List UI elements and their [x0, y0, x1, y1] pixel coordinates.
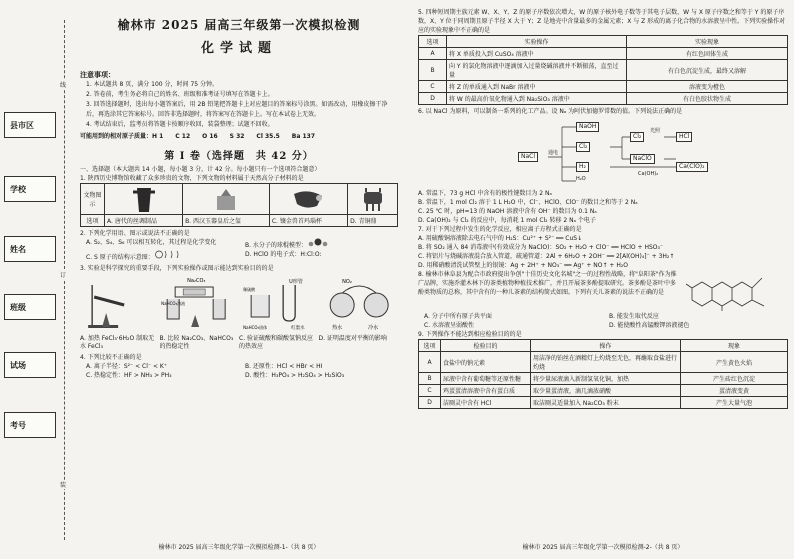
- q9-header: 现象: [681, 340, 788, 352]
- q9-cell: 产生黄色火焰: [681, 352, 788, 373]
- label-cold-water: 冷水: [367, 325, 378, 331]
- q9-cell: 取洁厕灵适量加入 Na₂CO₃ 粉末: [531, 397, 681, 409]
- q8-option-b[interactable]: B. 能发生取代反应: [609, 313, 659, 320]
- notice-item: 3. 回答选择题时，选出每小题答案后，用 2B 铅笔把答题卡上对应题目的答案标号涂黑。如需改动，用橡皮擦干净后，再选涂其它答案标号。回答非选择题时，将答案写在答题卡上。写在本试卷上无效。: [86, 101, 388, 118]
- q7-options: [418, 234, 788, 270]
- table-row[interactable]: [419, 48, 788, 60]
- label-u-tube: U形管: [289, 279, 303, 285]
- q5-cell: 有红色固体生成: [627, 48, 788, 60]
- q9-cell: B: [419, 373, 441, 385]
- q9-cell: 食盐中的钠元素: [441, 352, 531, 373]
- bronze-ding-icon: [358, 186, 388, 212]
- q7-option-d[interactable]: D. 用稀硝酸清洗试管壁上的银镜：Ag + 2H⁺ + NO₃⁻ ══ Ag⁺ + NO↑ + H₂O: [418, 262, 628, 269]
- q4-option-b[interactable]: B. 还原性：HCl < HBr < HI: [245, 363, 323, 370]
- q3-options: [80, 335, 398, 351]
- q5-cell: A: [419, 48, 447, 60]
- q5-cell: 有白色胶状物生成: [627, 93, 788, 105]
- q5-cell: 将 Z 的单质通入到 NaBr 溶液中: [447, 81, 627, 93]
- flow-naclo: NaClO: [630, 154, 655, 164]
- q5-cell: D: [419, 93, 447, 105]
- q9-cell: 洁厕灵中含有 HCl: [441, 397, 531, 409]
- question-4: 4. 下列比较不正确的是: [80, 354, 142, 361]
- q1-image-d: [348, 184, 398, 215]
- table-row[interactable]: [419, 373, 788, 385]
- q4-option-a[interactable]: A. 离子半径：S²⁻ < Cl⁻ < K⁺: [86, 363, 168, 370]
- q9-cell: 鸡蛋蛋清溶液中含有蛋白质: [441, 385, 531, 397]
- label-nahco3-solid: NaHCO₃固体: [243, 325, 268, 330]
- label-red-ink: 红墨水: [291, 326, 305, 331]
- q1-option-a[interactable]: A. 唐代的丝调制品: [105, 215, 183, 227]
- question-7: 7. 对于下列过程中发生的化学反应，相应离子方程式正确的是: [418, 226, 582, 233]
- q4-option-c[interactable]: C. 热稳定性：HF > NH₃ > PH₃: [86, 372, 172, 379]
- question-6: 6. 以 NaCl 为原料，可以制备一系列的化工产品。设 Nₐ 为阿伏加德罗常数的值。下列说法正确的是: [418, 108, 683, 115]
- flow-caoh2: Ca(OH)₂: [638, 171, 659, 177]
- q2-option-c-text: C. S 原子的结构示意图：: [86, 254, 154, 261]
- flow-cl2-second: Cl₂: [630, 132, 644, 142]
- flow-electrolyze: 通电: [548, 150, 559, 156]
- q4-option-d[interactable]: D. 酸性：H₃PO₄ > H₂SO₄ > H₂SiO₃: [245, 372, 345, 379]
- q8-option-a[interactable]: A. 分子中所有原子共平面: [424, 313, 492, 320]
- q5-cell: 有白色沉淀生成，最终又溶解: [627, 60, 788, 81]
- section-heading: 第 Ⅰ 卷（选择题 共 42 分）: [164, 151, 314, 162]
- q9-header: 选项: [419, 340, 441, 352]
- flow-cl2: Cl₂: [576, 142, 590, 152]
- q9-cell: 将少量尿液滴入新制氢氧化铜，加热: [531, 373, 681, 385]
- q7-option-c[interactable]: C. 将铝片与烧碱溶液混合放入管道，疏通管道：2Al + 6H₂O + 2OH⁻ ══ 2[Al(OH)₄]⁻ + 3H₂↑: [418, 253, 675, 260]
- q2-option-a[interactable]: A. S₂、S₄、S₆ 可以相互转化，其过程是化学变化: [86, 239, 217, 246]
- notice-item: 2. 答卷前，考生务必将自己的姓名、班级和准考证号填写在答题卡上。: [86, 91, 274, 98]
- table-row[interactable]: [419, 93, 788, 105]
- page-2: [418, 8, 788, 553]
- sulfur-atom-diagram-icon: [154, 250, 182, 259]
- agate-cup-icon: [291, 186, 325, 212]
- section-intro: 一、选择题（本大题共 14 小题，每小题 3 分，计 42 分。每小题只有一个选项符合题意）: [80, 166, 321, 173]
- q3-option-b[interactable]: B. 比较 Na₂CO₃、NaHCO₃ 的热稳定性: [159, 335, 234, 350]
- q9-cell: 用洁净的铂丝在酒精灯上灼烧至无色，再蘸取食盐进行灼烧: [531, 352, 681, 373]
- table-row[interactable]: [419, 81, 788, 93]
- notice-item: 1. 本试题共 8 页，满分 100 分，时间 75 分钟。: [86, 81, 218, 88]
- q1-option-b[interactable]: B. 西汉玉器皇后之玺: [183, 215, 270, 227]
- q9-cell: 产生大量气泡: [681, 397, 788, 409]
- q3-option-a[interactable]: A. 加热 FeCl₃·6H₂O 制取无水 FeCl₃: [80, 335, 155, 350]
- q9-cell: 蛋清液变黄: [681, 385, 788, 397]
- q6-option-c[interactable]: C. 25 ℃ 时，pH=13 的 NaOH 溶液中含有 OH⁻ 的数目为 0.1 Nₐ: [418, 208, 597, 215]
- q9-cell: D: [419, 397, 441, 409]
- no2-equilibrium-apparatus-icon: [322, 275, 398, 333]
- q2-option-d[interactable]: D. HClO 的电子式：H:Cl:O:: [245, 251, 322, 258]
- q9-cell: 尿液中含有葡萄糖等还原性糖: [441, 373, 531, 385]
- u-tube-apparatus-icon: [241, 275, 317, 333]
- q6-options: [418, 189, 788, 225]
- q9-cell: 产生砖红色沉淀: [681, 373, 788, 385]
- q3-option-c[interactable]: C. 验证硫酸和碳酸氢钠反应的热效应: [239, 335, 314, 350]
- q5-cell: 向 Y 的氯化物溶液中逐滴加入过量烧碱溶液并不断振荡，直至过量: [447, 60, 627, 81]
- q3-apparatus: [80, 275, 398, 333]
- q5-cell: B: [419, 60, 447, 81]
- water-model-icon: [307, 238, 329, 247]
- q5-header: 实验现象: [627, 36, 788, 48]
- notice-heading: 注意事项：: [80, 71, 115, 79]
- q1-row-label: 选项: [81, 215, 105, 227]
- question-8: 8. 榆林市林阜县为配合市政府提出争创"十佳历史文化名城"之一的过程性战略，将"阜阳茶"作为推广品牌，实施乔灌木林下的茶类植物种植技术推广，并且开展茶多酚提取研究。茶多酚是茶叶中多酚类物质的总称，其中含有的一种儿茶素的结构简式如图。下列有关儿茶素的说法不正确的是: [418, 271, 677, 296]
- q8-block: [418, 270, 788, 312]
- q1-row-label: 文物图示: [81, 184, 105, 215]
- exam-subject: 化学试题: [200, 41, 277, 56]
- cut-line: [64, 20, 65, 540]
- q5-table: [418, 35, 788, 105]
- q1-image-c: [269, 184, 347, 215]
- question-2: 2. 下列化学用语、图示或说法不正确的是: [80, 230, 190, 237]
- q6-option-a[interactable]: A. 常温下，73 g HCl 中含有的极性键数目为 2 Nₐ: [418, 190, 552, 197]
- page-2-footer: 榆林市 2025 届高三年级化学第一次模拟检测-2-（共 8 页）: [522, 544, 684, 551]
- table-row[interactable]: [419, 385, 788, 397]
- binding-margin: [0, 0, 78, 559]
- q5-header: 实验操作: [447, 36, 627, 48]
- jade-seal-icon: [211, 186, 241, 212]
- atomic-masses: 可能用到的相对原子质量：H 1 C 12 O 16 S 32 Cl 35.5 Ba 137: [80, 133, 316, 140]
- q9-header: 检验目的: [441, 340, 531, 352]
- q1-image-a: [105, 184, 183, 215]
- exam-title: 榆林市 2025 届高三年级第一次模拟检测: [117, 18, 361, 32]
- q3-option-d[interactable]: D. 证明温度对平衡的影响: [318, 335, 387, 342]
- nacl-flow-diagram: [518, 119, 738, 187]
- silk-robe-icon: [129, 186, 159, 212]
- table-row[interactable]: [419, 352, 788, 373]
- school-label: 学校: [10, 185, 26, 194]
- q5-cell: C: [419, 81, 447, 93]
- q5-cell: 溶液变为橙色: [627, 81, 788, 93]
- question-9: 9. 下列操作不能达到相应检验目的的是: [418, 331, 522, 338]
- q8-option-c[interactable]: C. 水溶液呈弱酸性: [424, 322, 475, 329]
- page-1: [80, 8, 398, 553]
- heating-apparatus-icon: [80, 275, 156, 333]
- q9-header: 操作: [531, 340, 681, 352]
- carbonate-stability-apparatus-icon: [161, 275, 237, 333]
- label-hot-water: 热水: [331, 325, 342, 331]
- notice-item: 4. 考试结束后，监考员将答题卡按顺序收回，装袋整理；试题不回收。: [86, 121, 274, 128]
- flow-caclo2: Ca(ClO)₂: [676, 162, 708, 172]
- line-mark: 线: [60, 82, 67, 89]
- class-label: 班级: [10, 303, 26, 312]
- catechin-structure-icon: [682, 270, 782, 312]
- q9-table: [418, 339, 788, 409]
- flow-nacl: NaCl: [518, 152, 538, 162]
- q9-cell: C: [419, 385, 441, 397]
- q1-option-d[interactable]: D. 青铜鼎: [348, 215, 398, 227]
- bind-mark: 订: [60, 272, 67, 279]
- question-5: 5. 四种短周期主族元素 W、X、Y、Z 的原子序数依次增大，W 的原子核外电子数等于其电子层数，W 与 X 原子序数之和等于 Y 的原子序数，X、Y 位于同周期且原子半径 X 大于 Y；Z 是地壳中含量最多的金属元素；X 与 Z 形成的离子化合物的水溶液呈中性。下列实验操作对应的实验现象中不正确的是: [418, 9, 786, 34]
- q2-option-b-text: B. 水分子的球棍模型：: [245, 242, 307, 249]
- q1-option-c[interactable]: C. 镶金兽首玛瑙杯: [269, 215, 347, 227]
- exam-room-label: 试场: [10, 361, 26, 370]
- q7-option-b[interactable]: B. 将 SO₂ 通入 84 消毒液中(有效成分为 NaClO)：SO₂ + H₂O + ClO⁻ ══ HClO + HSO₃⁻: [418, 244, 664, 251]
- q6-option-b[interactable]: B. 常温下，1 mol Cl₂ 溶于 1 L H₂O 中，Cl⁻、HClO、ClO⁻ 的数目之和等于 2 Nₐ: [418, 199, 638, 206]
- question-1: 1. 陕西历史博物馆收藏了众多珍贵的文物，下列文物的材料属于天然高分子材料的是: [80, 175, 304, 182]
- label-dilute-acid: 稀硫酸: [243, 287, 256, 292]
- q6-option-d[interactable]: D. Ca(OH)₂ 与 Cl₂ 的反应中，每消耗 1 mol Cl₂ 转移 2 Nₐ 个电子: [418, 217, 596, 224]
- q4-options: [80, 362, 398, 380]
- q5-cell: 将 W 的最高价氧化物通入到 Na₂SiO₃ 溶液中: [447, 93, 627, 105]
- q9-cell: A: [419, 352, 441, 373]
- county-label: 县市区: [10, 121, 34, 130]
- page-1-footer: 榆林市 2025 届高三年级化学第一次模拟检测-1-（共 8 页）: [158, 544, 320, 551]
- q1-table: [80, 183, 398, 227]
- table-row[interactable]: [419, 397, 788, 409]
- exam-number-label: 考号: [10, 421, 26, 430]
- staple-mark: 装: [60, 482, 67, 489]
- q7-option-a[interactable]: A. 用硫酸铜溶液除去电石气中的 H₂S：Cu²⁺ + S²⁻ ══ CuS↓: [418, 235, 583, 242]
- name-label: 姓名: [10, 245, 26, 254]
- label-na2co3: Na₂CO₃: [186, 278, 205, 284]
- q8-option-d[interactable]: D. 能使酸性高锰酸钾溶液褪色: [609, 322, 690, 329]
- q1-image-b: [183, 184, 270, 215]
- flow-h2o: H₂O: [576, 176, 586, 182]
- flow-h2: H₂: [576, 162, 589, 172]
- label-no2: NO₂: [341, 279, 352, 285]
- q8-options: [418, 312, 788, 330]
- question-3: 3. 实验是科学探究的重要手段，下列实验操作或图示能达到实验目的的是: [80, 265, 274, 272]
- q2-options: [80, 238, 398, 262]
- label-nahco3-solution: NaHCO₃溶液: [160, 301, 185, 306]
- flow-light: 光照: [650, 128, 661, 134]
- q2-option-b[interactable]: [239, 238, 398, 250]
- q2-option-c[interactable]: [80, 250, 239, 262]
- notice-list: [80, 80, 398, 130]
- q9-cell: 取少量蛋清液，滴几滴浓硝酸: [531, 385, 681, 397]
- q5-cell: 将 X 单质投入到 CuSO₄ 溶液中: [447, 48, 627, 60]
- flow-naoh: NaOH: [576, 122, 599, 132]
- table-row[interactable]: [419, 60, 788, 81]
- flow-hcl: HCl: [676, 132, 692, 142]
- q5-header: 选项: [419, 36, 447, 48]
